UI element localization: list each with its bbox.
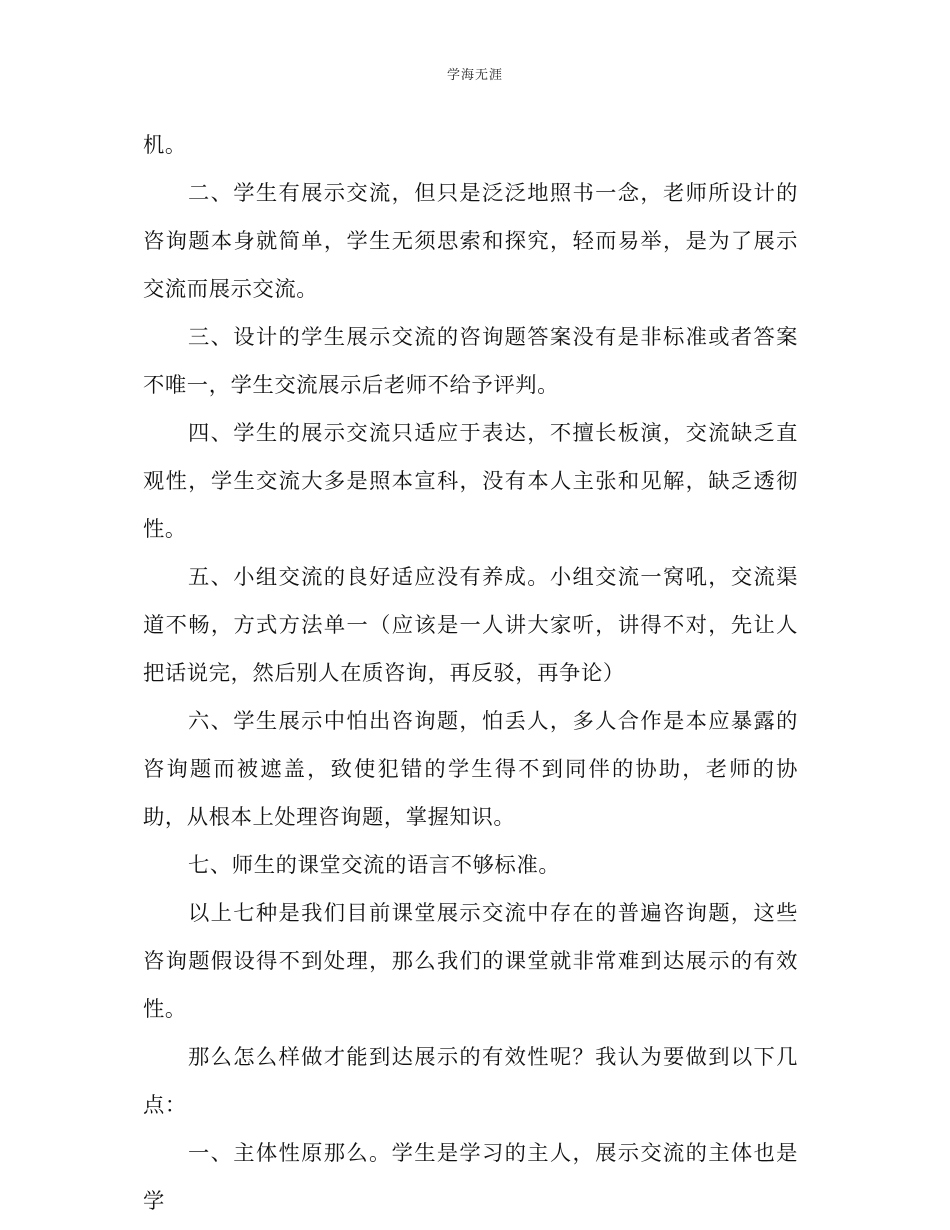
paragraph-item-4: 四、学生的展示交流只适应于表达，不擅长板演，交流缺乏直观性，学生交流大多是照本宣科，没有本人主张和见解，缺乏透彻性。 — [143, 421, 798, 542]
paragraph-question: 那么怎么样做才能到达展示的有效性呢？我认为要做到以下几点： — [143, 1045, 798, 1118]
paragraph-principle-1: 一、主体性原那么。学生是学习的主人，展示交流的主体也是学 — [143, 1141, 798, 1214]
paragraph-continuation: 机。 — [143, 133, 187, 158]
paragraph-item-6: 六、学生展示中怕出咨询题，怕丢人，多人合作是本应暴露的咨询题而被遮盖，致使犯错的学生得不到同伴的协助，老师的协助，从根本上处理咨询题，掌握知识。 — [143, 709, 798, 830]
paragraph-summary: 以上七种是我们目前课堂展示交流中存在的普遍咨询题，这些咨询题假设得不到处理，那么我们的课堂就非常难到达展示的有效性。 — [143, 901, 798, 1022]
paragraph-item-7: 七、师生的课堂交流的语言不够标准。 — [188, 853, 561, 878]
document-body — [143, 122, 798, 1226]
paragraph-item-2: 二、学生有展示交流，但只是泛泛地照书一念，老师所设计的咨询题本身就简单，学生无须思索和探究，轻而易举，是为了展示交流而展示交流。 — [143, 181, 798, 302]
paragraph-item-5: 五、小组交流的良好适应没有养成。小组交流一窝吼，交流渠道不畅，方式方法单一（应该是一人讲大家听，讲得不对，先让人把话说完，然后别人在质咨询，再反驳，再争论） — [143, 565, 798, 686]
page-header: 学海无涯 — [446, 68, 503, 83]
paragraph-item-3: 三、设计的学生展示交流的咨询题答案没有是非标准或者答案不唯一，学生交流展示后老师不给予评判。 — [143, 325, 798, 398]
